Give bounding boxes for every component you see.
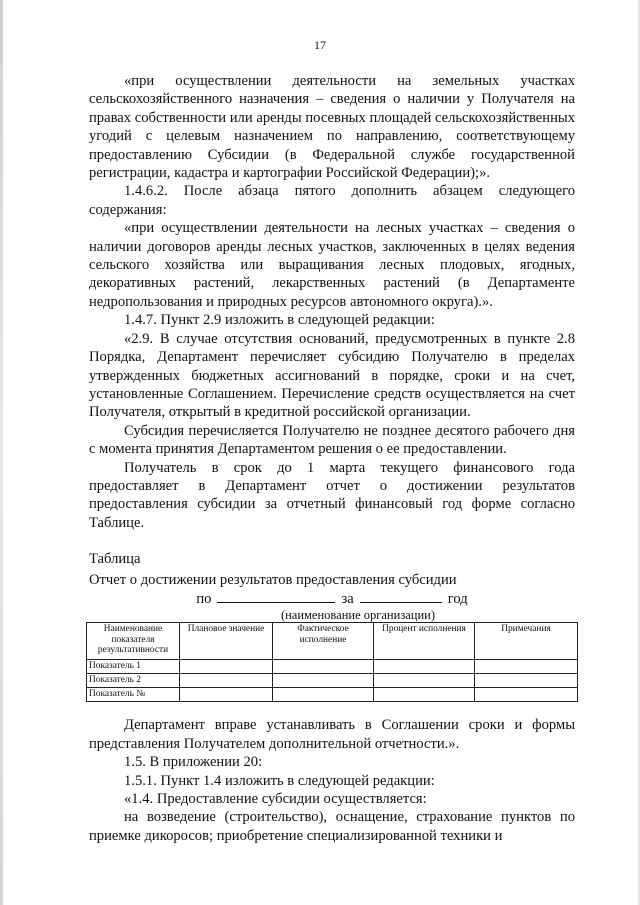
table-row (87, 660, 578, 674)
header-execution-percent: Процент исполнения (374, 623, 475, 660)
header-indicator-name: Наименование показателя результативности (87, 623, 180, 660)
paragraph-1-4-7: 1.4.7. Пункт 2.9 изложить в следующей редакции: (124, 312, 435, 329)
table-cell (273, 674, 374, 688)
report-period-line (89, 589, 575, 608)
paragraph-forest-plots: «при осуществлении деятельности на лесных участках – сведения о наличии договоров аренды лесных участков, заключенных в целях ведения сельского хозяйства или выращивания лесных плодовых, ягодных, декоративных растений, лекарственных растений (в Департаменте недропользования и природных ресурсов автономного округа).». (89, 220, 575, 310)
period-za-label: за (341, 590, 354, 607)
table-cell (374, 688, 475, 702)
page-number: 17 (314, 38, 326, 52)
table-cell (475, 660, 578, 674)
document-body (89, 72, 575, 845)
table-cell (475, 688, 578, 702)
year-blank (360, 589, 442, 603)
table-cell (180, 674, 273, 688)
table-cell (273, 660, 374, 674)
report-title: Отчет о достижении результатов предоставления субсидии (89, 571, 457, 588)
table-cell (374, 674, 475, 688)
paragraph-2-9: «2.9. В случае отсутствия оснований, предусмотренных в пункте 2.8 Порядка, Департамент перечисляет субсидию Получателю в пределах утвержденных бюджетных ассигнований в порядке, сроки и на счет, установленные Соглашением. Перечисление средств осуществляется на счет Получателя, открытый в кредитной российской организации. (89, 330, 575, 421)
table-cell (273, 688, 374, 702)
table-cell: Показатель 2 (87, 674, 180, 688)
table-cell (180, 688, 273, 702)
paragraph-1-5: 1.5. В приложении 20: (124, 754, 263, 771)
period-po-label: по (196, 590, 212, 607)
header-actual-execution: Фактическое исполнение (273, 623, 374, 660)
paragraph-additional-reporting: Департамент вправе устанавливать в Соглашении сроки и формы представления Получателем дополнительной отчетности.». (89, 717, 575, 752)
table-cell (374, 660, 475, 674)
table-cell (475, 674, 578, 688)
table-cell: Показатель 1 (87, 660, 180, 674)
period-god-label: год (447, 590, 468, 607)
header-notes: Примечания (475, 623, 578, 660)
paragraph-report-deadline: Получатель в срок до 1 марта текущего финансового года предоставляет в Департамент отчет о достижении результатов предоставления субсидии за отчетный финансовый год форме согласно Таблице. (89, 459, 575, 531)
paragraph-1-5-1: 1.5.1. Пункт 1.4 изложить в следующей редакции: (124, 772, 435, 789)
header-planned-value: Плановое значение (180, 623, 273, 660)
table-header-row (87, 623, 578, 660)
paragraph-land-plots: «при осуществлении деятельности на земельных участках сельскохозяйственного назначения – сведения о наличии у Получателя на правах собственности или аренды посевных площадей сельскохозяйственных угодий с целевым назначением по направлению, соответствующему предоставлению Субсидии (в Федеральной службе государственной регистрации, кадастра и картографии Российской Федерации);». (89, 73, 575, 182)
table-row (87, 688, 578, 702)
paragraph-1-4-6-2: 1.4.6.2. После абзаца пятого дополнить абзацем следующего содержания: (89, 183, 575, 218)
paragraph-construction: на возведение (строительство), оснащение, страхование пунктов по приемке дикоросов; приобретение специализированной техники и (89, 809, 575, 844)
organization-caption: (наименование организации) (280, 608, 436, 623)
paragraph-subsidy-transfer: Субсидия перечисляется Получателю не позднее десятого рабочего дня с момента принятия Департаментом решения о ее предоставлении. (89, 422, 575, 458)
table-cell (180, 660, 273, 674)
table-label: Таблица (89, 551, 141, 568)
report-table (86, 622, 578, 702)
table-row (87, 674, 578, 688)
organization-blank (217, 589, 335, 603)
scan-edge-left (0, 0, 3, 905)
table-cell: Показатель № (87, 688, 180, 702)
paragraph-1-4-subsidy: «1.4. Предоставление субсидии осуществляется: (124, 791, 427, 807)
